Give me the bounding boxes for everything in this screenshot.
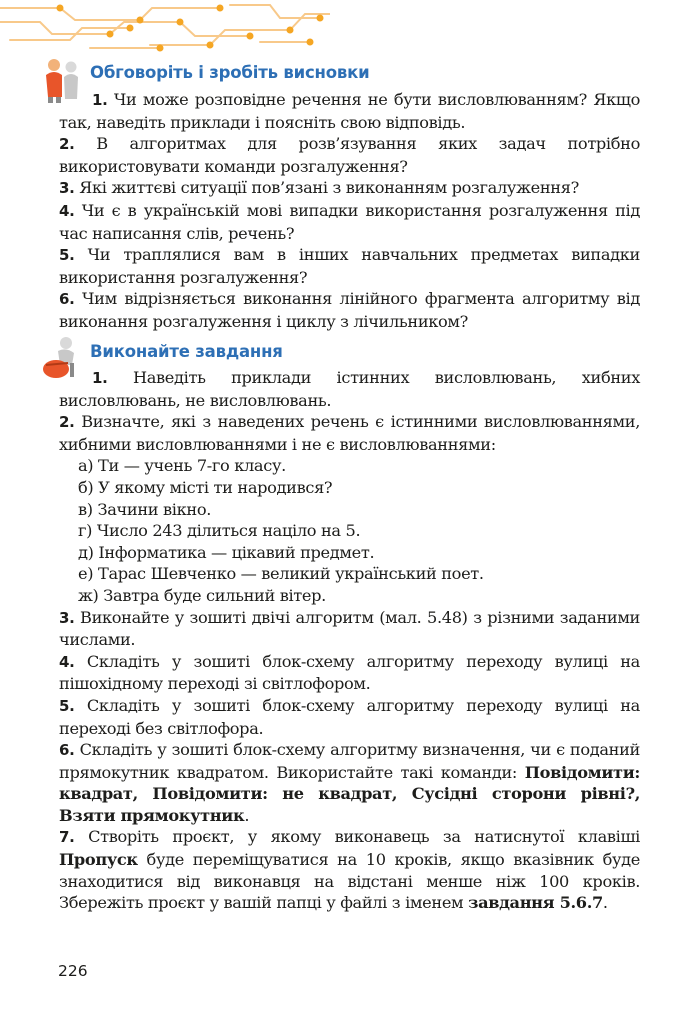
option-item: г) Число 243 ділиться націло на 5. (78, 521, 361, 541)
option-item: д) Інформатика — цікавий предмет. (78, 542, 375, 562)
list-item: 4. Складіть у зошиті блок-схему алгоритму переходу вулиці на пішохідному переході зі світлофором. (59, 651, 640, 694)
list-item: 7. Створіть проєкт, у якому виконавець за натиснутої клавіші Пропуск буде переміщуватися на 10 кроків, якщо вказівник буде знаходитися від виконавця на відстані менше ніж 100 кроків. Збережіть проєкт у вашій папці у файлі з іменем завдання 5.6.7. (59, 827, 640, 913)
task-list (59, 367, 640, 914)
option-item: б) У якому місті ти народився? (78, 477, 333, 497)
list-item: 2. Визначте, які з наведених речень є істинними висловлюваннями, хибними висловлюваннями і не є висловлюваннями: (59, 412, 640, 454)
file-name: завдання 5.6.7 (468, 893, 603, 913)
list-item: 6. Чим відрізняється виконання лінійного фрагмента алгоритму від виконання розгалуження і циклу з лічильником? (59, 289, 640, 331)
section-title-discuss: Обговоріть і зробіть висновки (90, 63, 370, 82)
circuit-decoration (0, 0, 330, 55)
commands-list: Повідомити: квадрат, Повідомити: не квадрат, Сусідні сторони рівні?, Взяти прямокутник (59, 762, 640, 825)
list-item: 3. Які життєві ситуації пов’язані з виконанням розгалуження? (59, 178, 579, 198)
option-item: ж) Завтра буде сильний вітер. (78, 585, 326, 605)
list-item: 5. Чи траплялися вам в інших навчальних предметах випадки використання розгалуження? (59, 245, 640, 287)
list-item: 2. В алгоритмах для розв’язування яких задач потрібно використовувати команди розгалуження? (59, 134, 640, 176)
option-item: а) Ти — учень 7-го класу. (78, 456, 286, 476)
list-item: 6. Складіть у зошиті блок-схему алгоритму визначення, чи є поданий прямокутник квадратом. Використайте такі команди: Повідомити: квадрат, Повідомити: не квадрат, Сусідні сторони рівні?, Взяти прямокутник. (59, 740, 640, 825)
key-name: Пропуск (59, 850, 138, 870)
option-item: е) Тарас Шевченко — великий український поет. (78, 564, 484, 584)
list-item: 1. Наведіть приклади істинних висловлювань, хибних висловлювань, не висловлювань. (59, 368, 640, 410)
option-item: в) Зачини вікно. (78, 499, 212, 519)
page-number: 226 (58, 962, 88, 980)
section-title-tasks: Виконайте завдання (90, 342, 283, 361)
list-item: 5. Складіть у зошиті блок-схему алгоритму переходу вулиці на переході без світлофора. (59, 695, 640, 738)
list-item: 1. Чи може розповідне речення не бути висловлюванням? Якщо так, наведіть приклади і поясніть свою відповідь. (59, 90, 640, 132)
discuss-questions (59, 89, 640, 333)
list-item: 4. Чи є в українській мові випадки використання розгалуження під час написання слів, речень? (59, 200, 640, 243)
list-item: 3. Виконайте у зошиті двічі алгоритм (мал. 5.48) з різними заданими числами. (59, 607, 640, 650)
